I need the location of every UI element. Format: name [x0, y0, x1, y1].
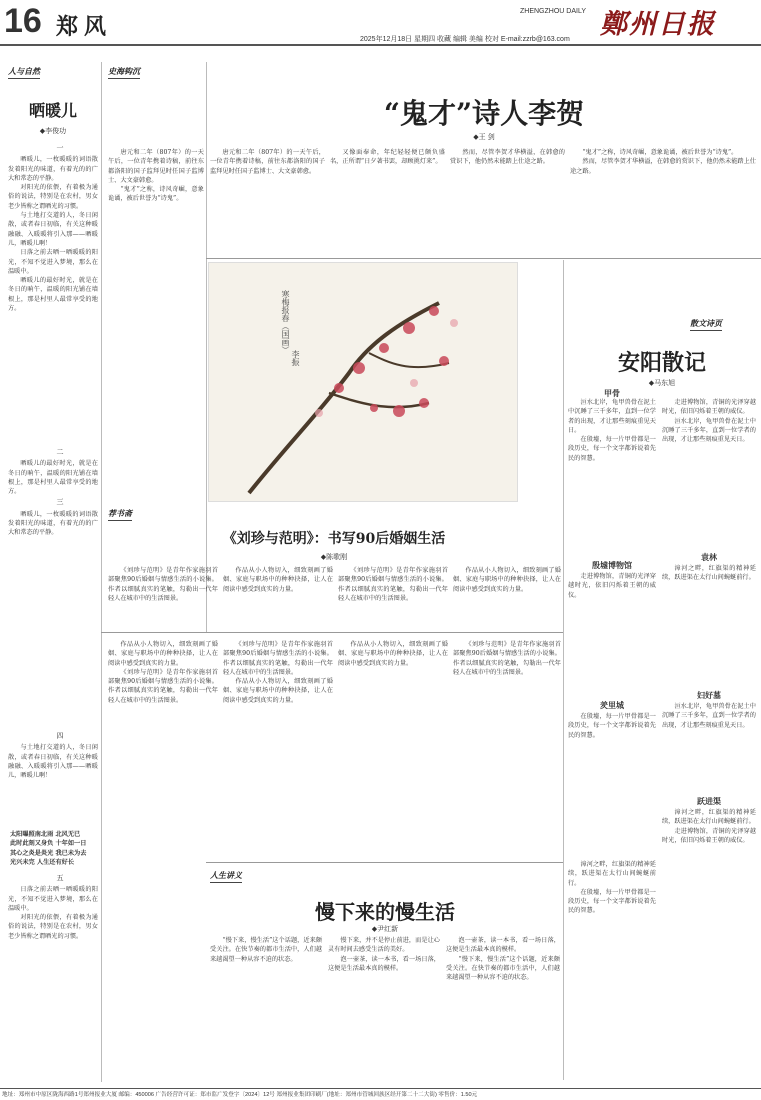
- article-body: [568, 398, 656, 558]
- footer-info: 地址：郑州市中原区陇海西路1号郑州报业大厦 邮编：450006 广告经营许可证：郑市监广发登字〔2024〕12号 郑州报业集团印刷厂(地址：郑州市管城回族区经开第二十二大街) 零售价：1.50元: [2, 1092, 478, 1098]
- paragraph: “鬼才”之称，诗风奇崛，意象诡谲，被后世誉为“诗鬼”。: [108, 186, 204, 203]
- paragraph: 在殷墟，每一片甲骨都是一段历史，每一个文字都诉说着先民的智慧。: [568, 888, 656, 915]
- article-body: [330, 148, 445, 254]
- sub-heading: 甲骨: [604, 388, 620, 398]
- paragraph: 泡一壶茶，读一本书，看一场日落，这便是生活最本真的模样。: [446, 937, 560, 954]
- poem-line: 太阳曝照南北雨 北风无已: [10, 831, 81, 838]
- section-tag: 荐书斋: [108, 508, 132, 521]
- paragraph: 日落之前去晒一晒暖暖的阳光，不知不觉进入梦境，那么在温暖中。: [8, 886, 98, 912]
- article-body: [210, 148, 325, 254]
- article-body: [8, 142, 98, 442]
- painting-title: 寒梅报春（国画）: [281, 290, 290, 354]
- paragraph: 洹水北岸，龟甲兽骨在泥土中沉睡了三千多年，直到一位学者的出现，才让那些刻痕重见天日。: [662, 703, 756, 729]
- dateline: 2025年12月18日 星期四 收藏 编辑 美编 校对 E-mail:zzrb@163.com: [360, 36, 570, 43]
- poem-line: 此时此刻又身负 十年如一日: [10, 840, 87, 848]
- column-rule: [101, 62, 102, 1082]
- paragraph: 漳河之畔，红旗渠的精神延续，跃进渠在太行山间蜿蜒前行。: [662, 565, 756, 582]
- paragraph: 唐元和二年（807年）的一天午后，一位青年携着诗稿，前往东都洛阳的国子监拜见时任国子监博士、大文豪韩愈。: [210, 149, 325, 175]
- section-number: 四: [56, 732, 64, 740]
- paragraph: “慢下来，慢生活”这个话题，近来颇受关注。在快节奏的都市生活中，人们越来越渴望一种从容不迫的状态。: [210, 937, 322, 963]
- plum-blossom-painting: [209, 263, 518, 502]
- paragraph: 《刘珍与范明》是青年作家施羽首部聚焦90后婚姻与情感生活的小说集。作者以细腻真实的笔触，勾勒出一代年轻人在城市中的生活图景。: [338, 567, 448, 602]
- paragraph: 漳河之畔，红旗渠的精神延续，跃进渠在太行山间蜿蜒前行。: [662, 809, 756, 826]
- paragraph: 作品从小人物切入，细致刻画了婚姻、家庭与职场中的种种抉择，让人在阅读中感受到真实的力量。: [223, 678, 333, 704]
- paragraph: 然而，尽管李贺才华横溢，在韩愈的赏识下，他仍然未能踏上仕途之路。: [450, 149, 565, 166]
- paragraph: 作品从小人物切入，细致刻画了婚姻、家庭与职场中的种种抉择，让人在阅读中感受到真实的力量。: [223, 567, 333, 593]
- sub-heading: 殷墟博物馆: [592, 560, 632, 570]
- section-name: 郑风: [56, 14, 113, 40]
- article-body: [662, 808, 756, 1082]
- paragraph: 晒暖儿的最好时光，就是在冬日的晌午，温暖的阳光铺在墙根上，那是村里人最常享受的地方。: [8, 277, 98, 313]
- section-number: 三: [56, 498, 64, 507]
- section-divider: [206, 258, 761, 259]
- article-body: [453, 566, 561, 630]
- painting-image: [208, 262, 518, 502]
- section-divider: [206, 862, 563, 863]
- article-body: [108, 640, 218, 860]
- article-body: [568, 572, 656, 692]
- article-body: [8, 730, 98, 825]
- article-title: 慢下来的慢生活: [315, 900, 455, 924]
- section-tag: 人生讲义: [210, 870, 242, 883]
- article-body: [568, 860, 656, 1082]
- paragraph: 又像面奉命，年纪轻轻便已颇负盛名，正所谓“日夕著书罢，却顾挑灯来”。: [330, 149, 445, 166]
- page-number: 16: [4, 2, 42, 40]
- paragraph: “鬼才”之称，诗风奇崛，意象诡谲，被后世誉为“诗鬼”。: [582, 149, 738, 156]
- article-body: [223, 640, 333, 860]
- paragraph: 作品从小人物切入，细致刻画了婚姻、家庭与职场中的种种抉择，让人在阅读中感受到真实的力量。: [108, 641, 218, 667]
- article-body: [8, 872, 98, 1082]
- sub-heading: 妇好墓: [697, 690, 721, 700]
- article-body: [328, 936, 440, 1084]
- painting-artist: 李振: [291, 350, 300, 366]
- paper-pinyin: ZHENGZHOU DAILY: [520, 8, 586, 15]
- paragraph: 日落之前去晒一晒暖暖的阳光，不知不觉进入梦境，那么在温暖中。: [8, 249, 98, 275]
- article-title: 晒暖儿: [28, 101, 77, 120]
- article-body: [450, 148, 565, 254]
- article-body: [453, 640, 561, 860]
- section-divider: [101, 632, 563, 633]
- article-body: [568, 712, 656, 852]
- masthead: [0, 0, 761, 46]
- paragraph: 慢下来，并不是停止前进，而是让心灵有时间去感受生活的美好。: [328, 937, 440, 954]
- paragraph: 走进博物馆，青铜的光泽穿越时光，依旧闪烁着王朝的威仪。: [568, 573, 656, 599]
- article-body: [662, 398, 756, 548]
- paragraph: 对阳光的依偎，有着极为通俗的说法，特别是在农村，男女老少皆称之谓晒光的习惯。: [8, 184, 98, 210]
- article-body: [210, 936, 322, 1084]
- footer-rule: [0, 1088, 761, 1089]
- article-body: [338, 640, 448, 860]
- paragraph: 对阳光的依偎，有着极为通俗的说法，特别是在农村，男女老少皆称之谓晒光的习惯。: [8, 914, 98, 940]
- article-body: [446, 936, 560, 1084]
- article-byline: ◆李俊功: [39, 127, 67, 135]
- section-number: 五: [56, 874, 64, 882]
- paragraph: 泡一壶茶，读一本书，看一场日落，这便是生活最本真的模样。: [328, 955, 440, 972]
- paragraph: 《刘珍与范明》是青年作家施羽首部聚焦90后婚姻与情感生活的小说集。作者以细腻真实的笔触，勾勒出一代年轻人在城市中的生活图景。: [108, 567, 218, 602]
- article-body: [662, 702, 756, 792]
- paper-logo: 鄭州日报: [600, 9, 716, 40]
- section-number: 一: [56, 144, 64, 152]
- paragraph: 在殷墟，每一片甲骨都是一段历史，每一个文字都诉说着先民的智慧。: [568, 436, 656, 462]
- article-byline: ◆马东旭: [648, 379, 676, 387]
- paragraph: 走进博物馆，青铜的光泽穿越时光，依旧闪烁着王朝的威仪。: [662, 827, 756, 844]
- article-byline: ◆王 剑: [473, 133, 495, 141]
- poem-line: 其心之炎是炎光 我已未为去: [10, 849, 87, 857]
- paragraph: 《刘珍与范明》是青年作家施羽首部聚焦90后婚姻与情感生活的小说集。作者以细腻真实的笔触，勾勒出一代年轻人在城市中的生活图景。: [453, 641, 561, 676]
- paragraph: 然而，尽管李贺才华横溢，在韩愈的赏识下，他仍然未能踏上仕途之路。: [570, 158, 756, 175]
- article-body: [570, 148, 756, 254]
- section-tag: 史海钩沉: [108, 66, 140, 79]
- paragraph: 《刘珍与范明》是青年作家施羽首部聚焦90后婚姻与情感生活的小说集。作者以细腻真实的笔触，勾勒出一代年轻人在城市中的生活图景。: [108, 668, 218, 704]
- paragraph: 晒暖儿的最好时光，就是在冬日的晌午，温暖的阳光铺在墙根上，那是村里人最常享受的地方。: [8, 460, 98, 496]
- paragraph: 在殷墟，每一片甲骨都是一段历史，每一个文字都诉说着先民的智慧。: [568, 713, 656, 739]
- paragraph: 唐元和二年（807年）的一天午后，一位青年携着诗稿，前往东都洛阳的国子监拜见时任国子监博士、大文豪韩愈。: [108, 149, 204, 184]
- section-tag: 人与自然: [8, 66, 40, 79]
- article-body: [8, 446, 98, 726]
- sub-heading: 跃进渠: [697, 796, 721, 806]
- paragraph: 洹水北岸，龟甲兽骨在泥土中沉睡了三千多年，直到一位学者的出现，才让那些刻痕重见天日。: [662, 417, 756, 444]
- sub-heading: 袁林: [701, 552, 717, 562]
- article-title: “鬼才”诗人李贺: [383, 97, 585, 130]
- paragraph: 晒暖儿，一枚暖暖的词语散发着阳光的味道，有着光的的广大和常态的平静。: [8, 156, 98, 182]
- paragraph: 洹水北岸，龟甲兽骨在泥土中沉睡了三千多年，直到一位学者的出现，才让那些刻痕重见天日。: [568, 399, 656, 434]
- article-body: [338, 566, 448, 630]
- sub-heading: 羑里城: [600, 700, 624, 710]
- article-poem: [10, 830, 100, 867]
- paragraph: 作品从小人物切入，细致刻画了婚姻、家庭与职场中的种种抉择，让人在阅读中感受到真实的力量。: [338, 641, 448, 667]
- poem-line: 光兴未完 人生还有好长: [10, 858, 75, 866]
- paragraph: 与土地打交道的人，冬日闲散，或者春日初临，有关这种暖融融、入暖暖将引入那——晒暖儿，晒暖儿啊！: [8, 744, 98, 780]
- section-tag: 散文诗页: [690, 318, 722, 331]
- paragraph: “慢下来，慢生活”这个话题，近来颇受关注。在快节奏的都市生活中，人们越来越渴望一种从容不迫的状态。: [446, 955, 560, 982]
- article-title: 安阳散记: [617, 350, 706, 376]
- masthead-rule: [0, 44, 761, 46]
- paragraph: 晒暖儿，一枚暖暖的词语散发着阳光的味道，有着光的的广大和常态的平静。: [8, 510, 98, 537]
- paragraph: 走进博物馆，青铜的光泽穿越时光，依旧闪烁着王朝的威仪。: [662, 399, 756, 416]
- paragraph: 作品从小人物切入，细致刻画了婚姻、家庭与职场中的种种抉择，让人在阅读中感受到真实的力量。: [453, 567, 561, 593]
- article-byline: ◆陈歌刚: [320, 553, 348, 561]
- column-rule: [563, 260, 564, 1080]
- paragraph: 漳河之畔，红旗渠的精神延续，跃进渠在太行山间蜿蜒前行。: [568, 861, 656, 887]
- article-title: 《刘珍与范明》：书写90后婚姻生活: [222, 531, 446, 547]
- paragraph: 与土地打交道的人，冬日闲散，或者春日初临，有关这种暖融融、入暖暖将引入那——晒暖儿，晒暖儿啊！: [8, 212, 98, 247]
- article-body: [108, 566, 218, 630]
- article-body: [223, 566, 333, 630]
- article-body: [662, 564, 756, 684]
- paragraph: 《刘珍与范明》是青年作家施羽首部聚焦90后婚姻与情感生活的小说集。作者以细腻真实的笔触，勾勒出一代年轻人在城市中的生活图景。: [223, 641, 333, 676]
- article-byline: ◆尹红新: [371, 925, 399, 933]
- section-number: 二: [56, 448, 64, 456]
